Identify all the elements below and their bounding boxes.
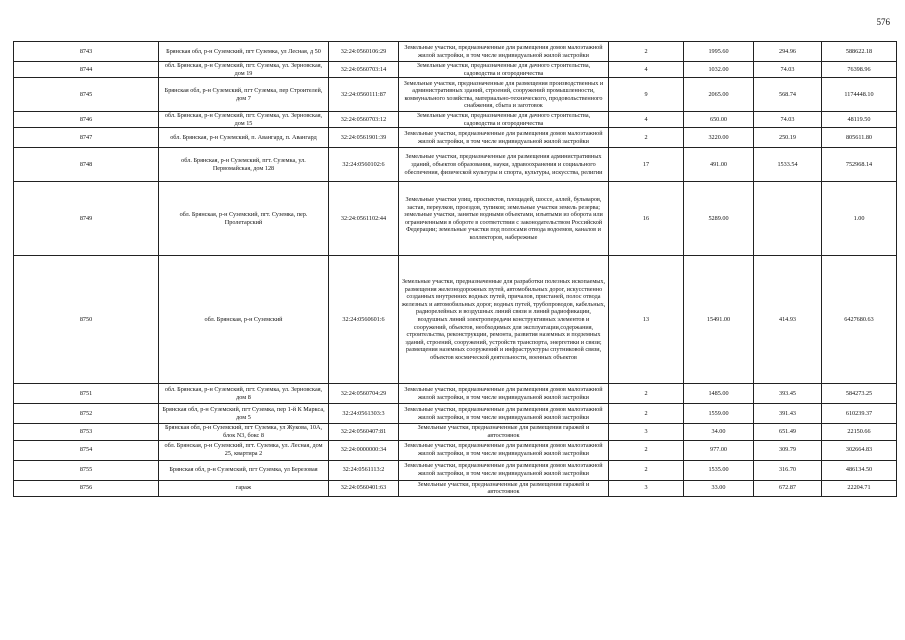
address-cell: Брянская обл, р-н Суземский, пгт Суземка, ул Березовая: [159, 460, 329, 480]
address-cell: обл. Брянская, р-н Суземский, пгт. Суземка, ул. Зерновская, дом 15: [159, 112, 329, 128]
group-number-cell: 3: [609, 424, 684, 440]
cadastral-number-cell: 32:24:0000000:34: [329, 440, 399, 460]
land-use-cell: Земельные участки, предназначенные для разработки полезных ископаемых, размещения железнодорожных путей, автомобильных дорог, искусственно созданных внутренних водных путей, причалов, пристаней, полос отвода железных и автомобильных дорог, водных путей, трубопроводов, кабельных, радиорелейных и воздушных линий связи и линий радиофикации, воздушных линий электропередачи конструктивных элементов и сооружений, объектов, необходимых для эксплуатации,содержания, строительства, реконструкции, ремонта, развития наземных и подземных зданий, строений, сооружений, устройств транспорта, энергетики и связи; размещения наземных сооружений и инфраструктуры спутниковой связи, объектов космической деятельности, военных объектов: [399, 256, 609, 384]
page-number: 576: [876, 17, 890, 27]
specific-value-cell: 672.87: [754, 480, 822, 496]
row-number: 8750: [14, 256, 159, 384]
table-row: [14, 148, 897, 182]
cadastral-cost-cell: 486134.50: [822, 460, 897, 480]
land-use-cell: Земельные участки, предназначенные для размещения гаражей и автостоянок: [399, 480, 609, 496]
specific-value-cell: 74.03: [754, 112, 822, 128]
cadastral-cost-cell: 752968.14: [822, 148, 897, 182]
table-row: [14, 78, 897, 112]
cadastral-cost-cell: 48119.50: [822, 112, 897, 128]
table-row: [14, 128, 897, 148]
row-number: 8756: [14, 480, 159, 496]
address-cell: Брянская обл, р-н Суземский, пгт Суземка, пер 1-й К Маркса, дом 5: [159, 404, 329, 424]
land-use-cell: Земельные участки, предназначенные для размещения гаражей и автостоянок: [399, 424, 609, 440]
area-cell: 1535.00: [684, 460, 754, 480]
group-number-cell: 4: [609, 62, 684, 78]
area-cell: 1995.60: [684, 42, 754, 62]
specific-value-cell: 316.70: [754, 460, 822, 480]
cadastral-number-cell: 32:24:0560703:14: [329, 62, 399, 78]
row-number: 8753: [14, 424, 159, 440]
cadastral-number-cell: 32:24:0561102:44: [329, 182, 399, 256]
row-number: 8746: [14, 112, 159, 128]
table-row: [14, 112, 897, 128]
cadastral-number-cell: 32:24:0561901:39: [329, 128, 399, 148]
cadastral-cost-cell: 584273.25: [822, 384, 897, 404]
specific-value-cell: 568.74: [754, 78, 822, 112]
row-number: 8745: [14, 78, 159, 112]
address-cell: обл. Брянская, р-н Суземский, пгт. Суземка, ул. Зерновская, дом 8: [159, 384, 329, 404]
table-row: [14, 384, 897, 404]
specific-value-cell: 391.43: [754, 404, 822, 424]
address-cell: обл. Брянская, р-н Суземский, пгт. Суземка, пер. Пролетарский: [159, 182, 329, 256]
cadastral-cost-cell: 76398.96: [822, 62, 897, 78]
land-use-cell: Земельные участки, предназначенные для размещения административных зданий, объектов образования, науки, здравоохранения и социального обеспечения, физической культуры и спорта, культуры, искусства, религии: [399, 148, 609, 182]
area-cell: 2065.00: [684, 78, 754, 112]
cadastral-number-cell: 32:24:0561303:3: [329, 404, 399, 424]
table-row: [14, 256, 897, 384]
area-cell: 1485.00: [684, 384, 754, 404]
table-row: [14, 440, 897, 460]
table-body: [14, 42, 897, 497]
group-number-cell: 16: [609, 182, 684, 256]
land-use-cell: Земельные участки, предназначенные для дачного строительства, садоводства и огородничества: [399, 62, 609, 78]
land-use-cell: Земельные участки, предназначенные для размещения производственных и административных зданий, строений, сооружений промышленности, коммунального хозяйства, материально-технического, продовольственного снабжения, сбыта и заготовок: [399, 78, 609, 112]
cadastral-cost-cell: 1.00: [822, 182, 897, 256]
area-cell: 34.00: [684, 424, 754, 440]
row-number: 8754: [14, 440, 159, 460]
area-cell: 491.00: [684, 148, 754, 182]
row-number: 8744: [14, 62, 159, 78]
table-row: [14, 182, 897, 256]
table-row: [14, 460, 897, 480]
group-number-cell: 2: [609, 460, 684, 480]
area-cell: 3220.00: [684, 128, 754, 148]
cadastral-number-cell: 32:24:0561113:2: [329, 460, 399, 480]
cadastral-cost-cell: 1174448.10: [822, 78, 897, 112]
address-cell: Брянская обл, р-н Суземский, пгт Суземка, ул Жукова, 10А, блок N3, бокс 8: [159, 424, 329, 440]
specific-value-cell: 651.49: [754, 424, 822, 440]
area-cell: 650.00: [684, 112, 754, 128]
group-number-cell: 4: [609, 112, 684, 128]
cadastral-number-cell: 32:24:0560601:6: [329, 256, 399, 384]
row-number: 8743: [14, 42, 159, 62]
group-number-cell: 13: [609, 256, 684, 384]
specific-value-cell: 309.79: [754, 440, 822, 460]
cadastral-number-cell: 32:24:0560111:87: [329, 78, 399, 112]
table-row: [14, 424, 897, 440]
table-row: [14, 480, 897, 496]
address-cell: обл. Брянская, р-н Суземский, п. Авангард, п. Авангард: [159, 128, 329, 148]
cadastral-cost-cell: 588622.18: [822, 42, 897, 62]
group-number-cell: 2: [609, 384, 684, 404]
land-registry-table: [13, 41, 897, 497]
group-number-cell: 2: [609, 404, 684, 424]
address-cell: Брянская обл, р-н Суземский, пгт Суземка, ул Лесная, д 50: [159, 42, 329, 62]
area-cell: 33.00: [684, 480, 754, 496]
row-number: 8755: [14, 460, 159, 480]
cadastral-number-cell: 32:24:0560703:12: [329, 112, 399, 128]
group-number-cell: 17: [609, 148, 684, 182]
table-row: [14, 404, 897, 424]
cadastral-cost-cell: 302664.83: [822, 440, 897, 460]
cadastral-cost-cell: 22150.66: [822, 424, 897, 440]
row-number: 8751: [14, 384, 159, 404]
land-use-cell: Земельные участки, предназначенные для размещения домов малоэтажной жилой застройки, в том числе индивидуальной жилой застройки: [399, 460, 609, 480]
land-use-cell: Земельные участки, предназначенные для размещения домов малоэтажной жилой застройки, в том числе индивидуальной жилой застройки: [399, 440, 609, 460]
cadastral-number-cell: 32:24:0560106:29: [329, 42, 399, 62]
cadastral-number-cell: 32:24:0560102:6: [329, 148, 399, 182]
cadastral-number-cell: 32:24:0560704:29: [329, 384, 399, 404]
specific-value-cell: 414.93: [754, 256, 822, 384]
row-number: 8747: [14, 128, 159, 148]
area-cell: 1032.00: [684, 62, 754, 78]
address-cell: обл. Брянская, р-н Суземский, пгт. Суземка, ул. Лесная, дом 25, квартира 2: [159, 440, 329, 460]
address-cell: гараж: [159, 480, 329, 496]
cadastral-cost-cell: 22204.71: [822, 480, 897, 496]
group-number-cell: 3: [609, 480, 684, 496]
address-cell: обл. Брянская, р-н Суземский, пгт. Суземка, ул. Зерновская, дом 19: [159, 62, 329, 78]
table-row: [14, 62, 897, 78]
table-row: [14, 42, 897, 62]
row-number: 8748: [14, 148, 159, 182]
specific-value-cell: 294.96: [754, 42, 822, 62]
land-use-cell: Земельные участки, предназначенные для дачного строительства, садоводства и огородничества: [399, 112, 609, 128]
address-cell: обл. Брянская, р-н Суземский, пгт. Суземка, ул. Первомайская, дом 128: [159, 148, 329, 182]
group-number-cell: 2: [609, 440, 684, 460]
land-use-cell: Земельные участки улиц, проспектов, площадей, шоссе, аллей, бульваров, застав, переулков, проездов, тупиков; земельные участки земель резерва; земельные участки, занятые водными объектами, изъятыми из оборота или ограниченными в обороте в соответствии с законодательством Российской Федерации; земельные участки под полосами отвода водоемов, каналов и коллекторов, набережные: [399, 182, 609, 256]
land-use-cell: Земельные участки, предназначенные для размещения домов малоэтажной жилой застройки, в том числе индивидуальной жилой застройки: [399, 128, 609, 148]
area-cell: 1559.00: [684, 404, 754, 424]
group-number-cell: 9: [609, 78, 684, 112]
area-cell: 977.00: [684, 440, 754, 460]
cadastral-number-cell: 32:24:0560407:81: [329, 424, 399, 440]
cadastral-cost-cell: 6427680.63: [822, 256, 897, 384]
land-use-cell: Земельные участки, предназначенные для размещения домов малоэтажной жилой застройки, в том числе индивидуальной жилой застройки: [399, 384, 609, 404]
cadastral-cost-cell: 805611.80: [822, 128, 897, 148]
area-cell: 15491.00: [684, 256, 754, 384]
land-use-cell: Земельные участки, предназначенные для размещения домов малоэтажной жилой застройки, в том числе индивидуальной жилой застройки: [399, 404, 609, 424]
specific-value-cell: 74.03: [754, 62, 822, 78]
cadastral-number-cell: 32:24:0560401:63: [329, 480, 399, 496]
area-cell: 5289.00: [684, 182, 754, 256]
row-number: 8752: [14, 404, 159, 424]
group-number-cell: 2: [609, 128, 684, 148]
address-cell: Брянская обл, р-н Суземский, пгт Суземка, пер Строителей, дом 7: [159, 78, 329, 112]
group-number-cell: 2: [609, 42, 684, 62]
specific-value-cell: [754, 182, 822, 256]
land-use-cell: Земельные участки, предназначенные для размещения домов малоэтажной жилой застройки, в том числе индивидуальной жилой застройки: [399, 42, 609, 62]
specific-value-cell: 1533.54: [754, 148, 822, 182]
specific-value-cell: 393.45: [754, 384, 822, 404]
address-cell: обл. Брянская, р-н Суземский: [159, 256, 329, 384]
specific-value-cell: 250.19: [754, 128, 822, 148]
row-number: 8749: [14, 182, 159, 256]
cadastral-cost-cell: 610239.37: [822, 404, 897, 424]
